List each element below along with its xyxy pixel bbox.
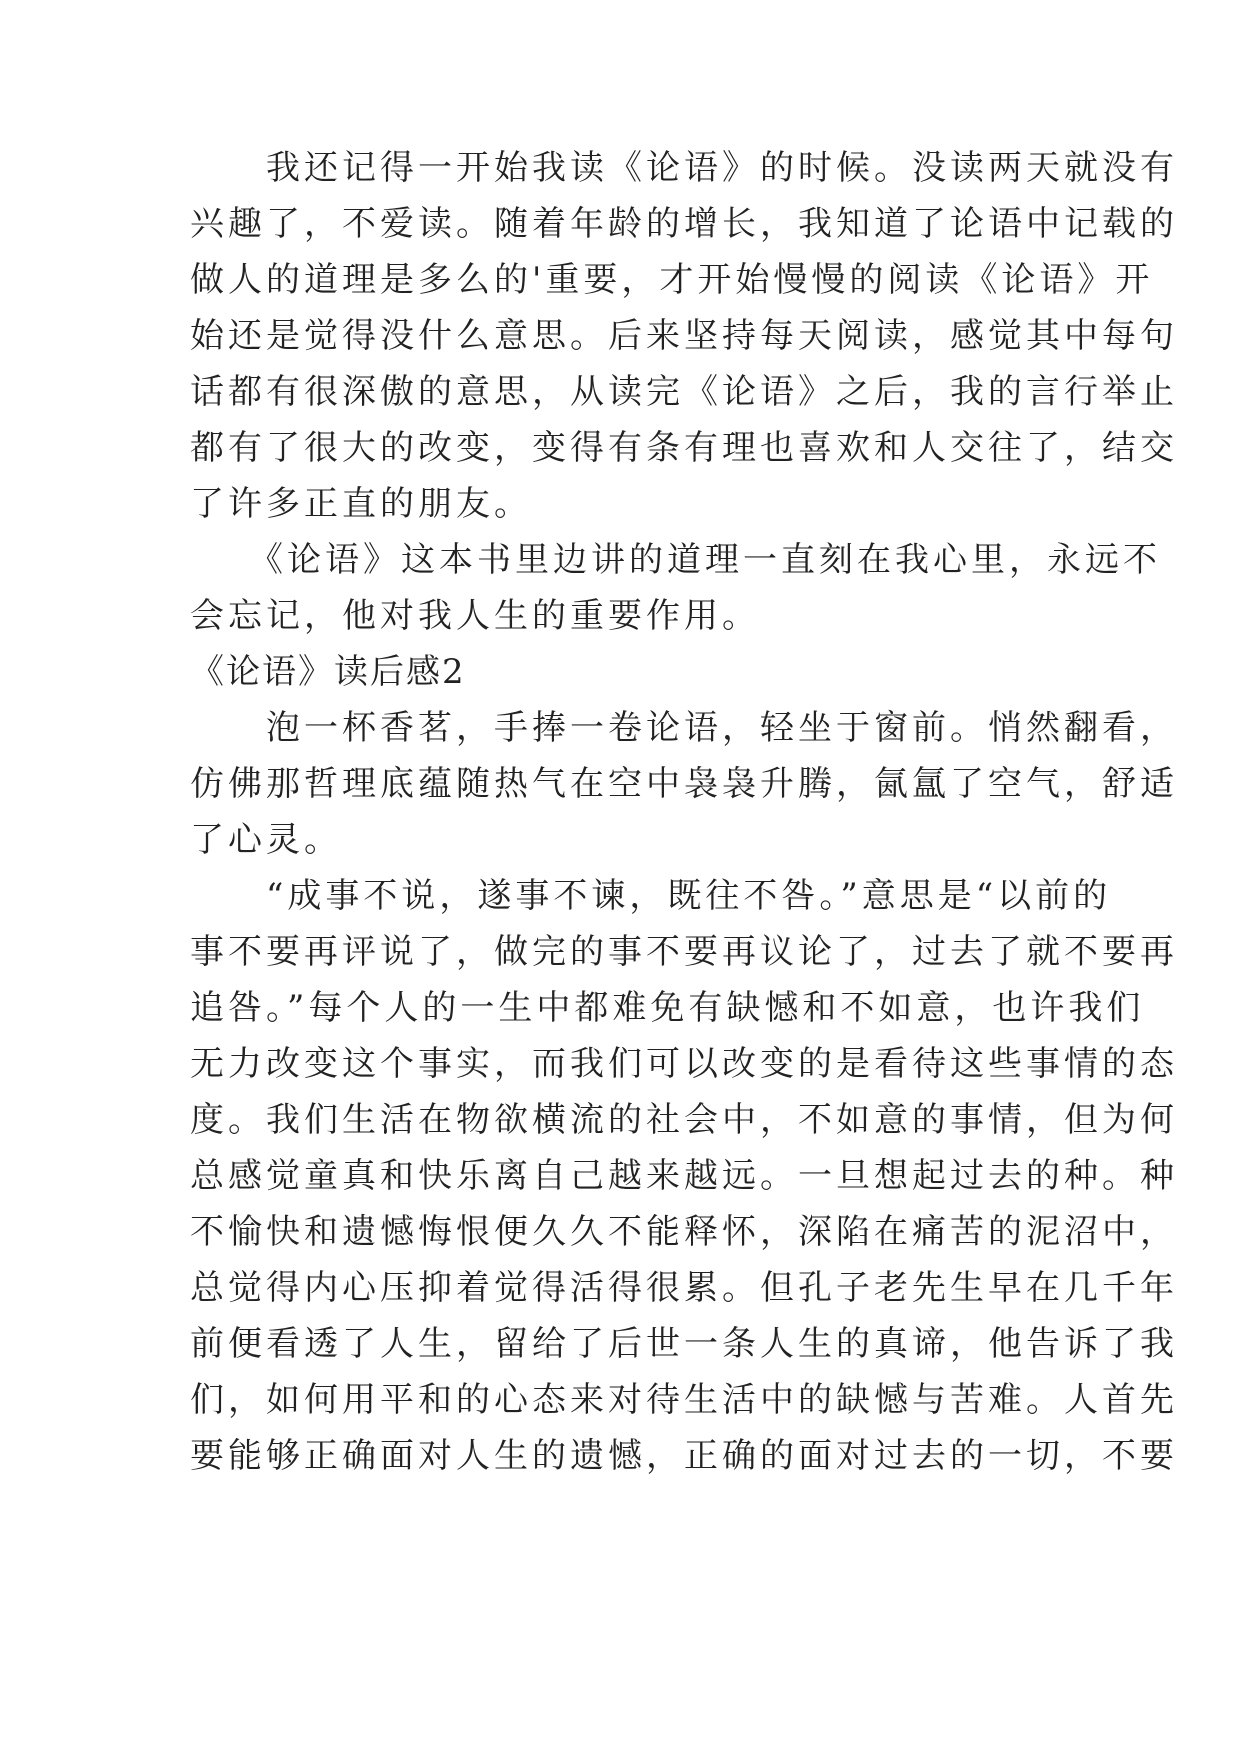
paragraph-4-line-7: 不愉快和遗憾悔恨便久久不能释怀，深陷在痛苦的泥沼中， <box>190 1212 1178 1252</box>
paragraph-4-line-5: 度。我们生活在物欲横流的社会中，不如意的事情，但为何 <box>190 1100 1178 1140</box>
paragraph-2-line-2: 会忘记，他对我人生的重要作用。 <box>190 596 760 636</box>
paragraph-4-line-9: 前便看透了人生，留给了后世一条人生的真谛，他告诉了我 <box>190 1324 1178 1364</box>
paragraph-1-line-6: 都有了很大的改变，变得有条有理也喜欢和人交往了，结交 <box>190 428 1178 468</box>
paragraph-4-line-11: 要能够正确面对人生的遗憾，正确的面对过去的一切，不要 <box>190 1436 1178 1476</box>
paragraph-1-line-5: 话都有很深傲的意思，从读完《论语》之后，我的言行举止 <box>190 372 1178 412</box>
paragraph-1-line-1: 我还记得一开始我读《论语》的时候。没读两天就没有 <box>190 148 1178 188</box>
paragraph-4-line-2: 事不要再评说了，做完的事不要再议论了，过去了就不要再 <box>190 932 1178 972</box>
paragraph-4-line-6: 总感觉童真和快乐离自己越来越远。一旦想起过去的种。种 <box>190 1156 1178 1196</box>
section-heading: 《论语》读后感2 <box>190 652 466 692</box>
paragraph-4-line-1: “成事不说，遂事不谏，既往不咎。”意思是“以前的 <box>190 876 1112 916</box>
paragraph-4-line-3: 追咎。”每个人的一生中都难免有缺憾和不如意，也许我们 <box>190 988 1145 1028</box>
paragraph-4-line-10: 们，如何用平和的心态来对待生活中的缺憾与苦难。人首先 <box>190 1380 1178 1420</box>
paragraph-3-line-1: 泡一杯香茗，手捧一卷论语，轻坐于窗前。悄然翻看， <box>190 708 1178 748</box>
paragraph-4-line-8: 总觉得内心压抑着觉得活得很累。但孔子老先生早在几千年 <box>190 1268 1178 1308</box>
paragraph-4-line-4: 无力改变这个事实，而我们可以改变的是看待这些事情的态 <box>190 1044 1178 1084</box>
paragraph-1-line-4: 始还是觉得没什么意思。后来坚持每天阅读，感觉其中每句 <box>190 316 1178 356</box>
paragraph-1-line-2: 兴趣了，不爱读。随着年龄的增长，我知道了论语中记载的 <box>190 204 1178 244</box>
paragraph-3-line-2: 仿佛那哲理底蕴随热气在空中袅袅升腾，氤氲了空气，舒适 <box>190 764 1178 804</box>
paragraph-3-line-3: 了心灵。 <box>190 820 342 860</box>
paragraph-1-line-3: 做人的道理是多么的'重要，才开始慢慢的阅读《论语》开 <box>190 260 1154 300</box>
paragraph-2-line-1: 《论语》这本书里边讲的道理一直刻在我心里，永远不 <box>190 540 1161 580</box>
paragraph-1-line-7: 了许多正直的朋友。 <box>190 484 532 524</box>
